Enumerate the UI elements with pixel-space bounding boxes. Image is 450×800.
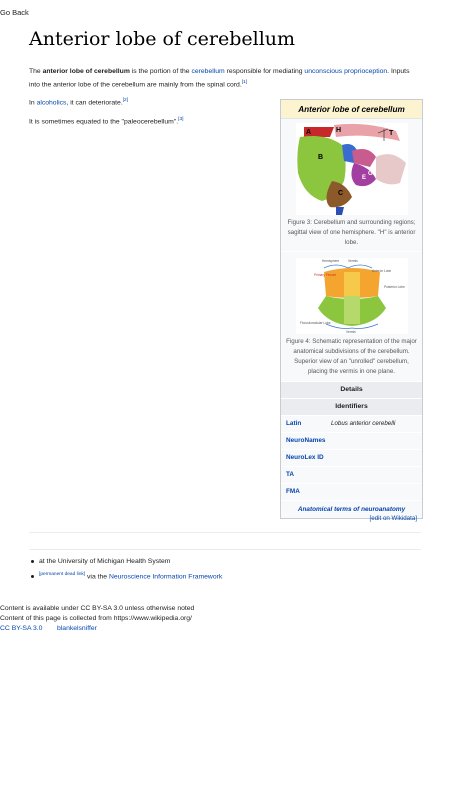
identifiers-header[interactable]: Identifiers [281, 398, 422, 415]
fig4-label-flocculonodular-lobe: Flocculonodular Lobe [299, 321, 330, 325]
infobox-row-ta [281, 466, 422, 483]
infobox [280, 99, 423, 522]
infobox-row-neurolex [281, 449, 422, 466]
fig3-label-b: B [317, 154, 323, 161]
fig3-label-c: C [337, 190, 343, 197]
infobox-footer [281, 500, 422, 513]
cerebellum-link[interactable]: cerebellum [191, 68, 225, 75]
fig3-label-g: G [367, 171, 373, 177]
figure-3-caption: Figure 3: Cerebellum and surrounding regions; sagittal view of one hemisphere. "H" is anterior lobe. [287, 219, 416, 246]
latin-link[interactable]: Latin [286, 420, 302, 427]
fig4-label-anterior-lobe: Anterior Lobe [371, 269, 391, 273]
anatomical-terms-link[interactable]: Anatomical terms of neuroanatomy [297, 506, 406, 513]
intro-text-4: . Inputs into the anterior lobe of the cerebellum are mainly from the spinal cord. [29, 68, 410, 88]
infobox-edit-row [281, 515, 422, 522]
neuronames-link[interactable]: NeuroNames [286, 437, 326, 444]
infobox-row-fma [281, 483, 422, 500]
neurolex-id-link[interactable]: NeuroLex ID [286, 454, 324, 461]
ref-2-link[interactable]: [2] [122, 98, 129, 103]
cc-by-sa-link[interactable]: CC BY-SA 3.0 [0, 625, 43, 632]
infobox-row-latin [281, 415, 422, 432]
figure-4-caption: Figure 4: Schematic representation of the major anatomical subdivisions of the cerebellum. Superior view of an "unrolled" cerebellum, placing the vermis in one plane. [286, 338, 417, 375]
edit-on-wikidata-link[interactable]: [edit on Wikidata] [369, 515, 417, 522]
intro-text-2: is the portion of the [129, 68, 192, 75]
fig3-label-h: H [335, 127, 341, 134]
list-item [31, 572, 222, 580]
list-item [31, 558, 170, 565]
para2-text-1: In [29, 99, 37, 107]
figure-4-schematic-image[interactable] [296, 258, 408, 334]
proprioception-link[interactable]: unconscious proprioception [304, 68, 388, 75]
blankelsniffer-link[interactable]: blankelsniffer [57, 625, 97, 632]
details-header[interactable]: Details [281, 381, 422, 398]
fig3-label-e: E [361, 175, 366, 181]
permanent-dead-link[interactable]: [permanent dead link] [39, 572, 86, 577]
fig4-label-vermis-bottom: Vermis [345, 330, 356, 334]
list-item-text: via the [85, 573, 109, 581]
ta-link[interactable]: TA [286, 471, 295, 478]
fig3-label-d: D [345, 165, 350, 171]
fig4-label-primary-fissure: Primary Fissure [313, 273, 336, 277]
infobox-row-neuronames [281, 432, 422, 449]
footer-license-text: Content is available under CC BY-SA 3.0 unless otherwise noted [0, 605, 195, 612]
ref-1-link[interactable]: [1] [241, 79, 248, 85]
fma-link[interactable]: FMA [286, 488, 300, 495]
list-item-text: at the University of Michigan Health System [39, 558, 171, 565]
intro-text-3: responsible for mediating [224, 68, 305, 75]
go-back-link[interactable]: Go Back [0, 8, 29, 17]
paleocerebellum-paragraph [29, 115, 269, 128]
divider-bottom [29, 549, 421, 550]
fig4-label-vermis-top: Vermis [347, 259, 358, 263]
infobox-title: Anterior lobe of cerebellum [281, 100, 422, 119]
fig3-label-t: T [388, 130, 393, 137]
figure-3-sagittal-image[interactable] [296, 123, 408, 215]
fig3-label-a: A [305, 129, 311, 136]
fig4-label-posterior-lobe: Posterior Lobe [383, 285, 405, 289]
footer-source-text: Content of this page is collected from https://www.wikipedia.org/ [0, 615, 192, 622]
ref-3-link[interactable]: [3] [178, 117, 184, 122]
para3-text: It is sometimes equated to the "paleocerebellum". [29, 118, 179, 126]
latin-value: Lobus anterior cerebelli [331, 420, 396, 427]
fig4-label-hemisphere: Hemisphere [321, 259, 339, 263]
intro-text-1: The [29, 68, 43, 75]
divider-top [29, 532, 421, 533]
intro-paragraph [29, 67, 414, 90]
page-title: Anterior lobe of cerebellum [29, 28, 296, 50]
bullet-icon [31, 575, 34, 578]
para2-text-2: , it can deteriorate. [66, 99, 123, 107]
alcoholics-link[interactable]: alcoholics [36, 99, 67, 107]
intro-bold: anterior lobe of cerebellum [42, 68, 130, 75]
alcoholics-paragraph [29, 96, 269, 109]
bullet-icon [31, 560, 34, 563]
neuroscience-framework-link[interactable]: Neuroscience Information Framework [108, 573, 223, 581]
